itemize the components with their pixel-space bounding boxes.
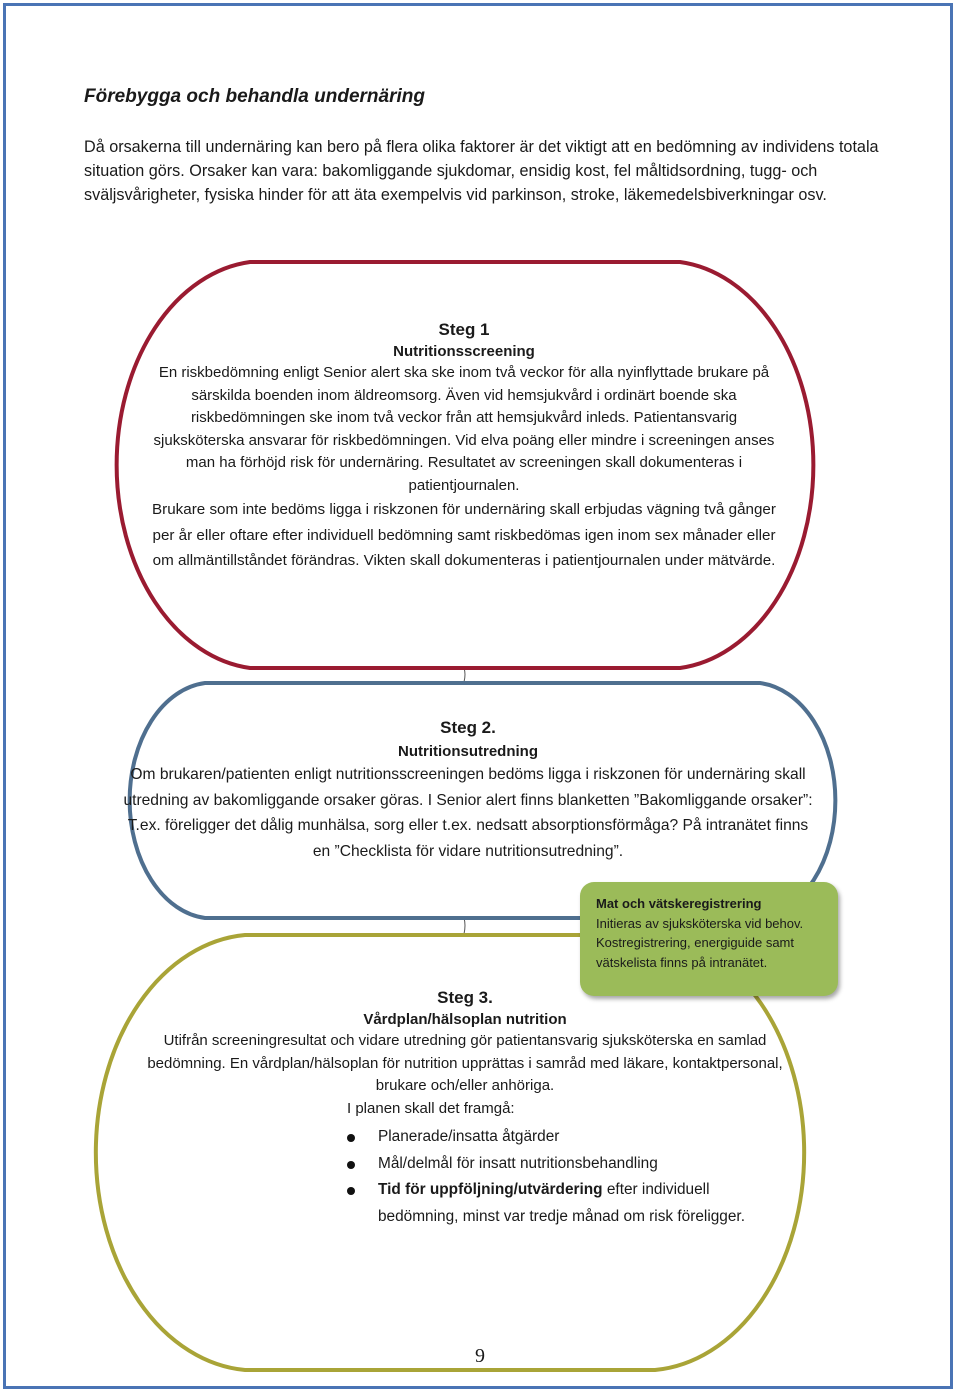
bullet-text: Planerade/insatta åtgärder: [378, 1128, 560, 1145]
callout-title: Mat och vätskeregistrering: [596, 896, 762, 911]
list-item: [140, 1177, 790, 1230]
food-fluid-callout: [580, 882, 838, 996]
bullet-icon: [347, 1187, 355, 1195]
step3-subtitle: Vårdplan/hälsoplan nutrition: [363, 1011, 567, 1028]
callout-text: Initieras av sjuksköterska vid behov. Kostregistrering, energiguide samt vätskelista finns på intranätet.: [596, 915, 804, 970]
step3-box: [140, 988, 790, 1230]
step1-text-2: Brukare som inte bedöms ligga i riskzonen för undernäring skall erbjudas vägning två gånger per år eller oftare efter individuell bedömning samt riskbedömas igen inom sex månader eller om allmäntillståndet förändras. Vikten skall dokumenteras i patientjournalen under mätvärde.: [152, 501, 776, 569]
intro-paragraph: Då orsakerna till undernäring kan bero på flera olika faktorer är det viktigt att en bedömning av individens totala situation görs. Orsaker kan vara: bakomliggande sjukdomar, ensidig kost, fel måltidsordning, tugg- och sväljsvårigheter, fysiska hinder för att äta exempelvis vid parkinson, stroke, läkemedelsbiverkningar osv.: [84, 138, 879, 204]
bullet-text: efter individuell bedömning, minst var tredje månad om risk föreligger.: [378, 1181, 745, 1225]
step1-subtitle: Nutritionsscreening: [393, 343, 535, 360]
step2-subtitle: Nutritionsutredning: [398, 743, 538, 760]
step2-box: [118, 718, 818, 864]
bullet-icon: [347, 1134, 355, 1142]
step3-title: Steg 3.: [437, 988, 493, 1007]
step3-bullet-list: [140, 1124, 790, 1230]
bullet-icon: [347, 1161, 355, 1169]
connector-step2-step3: [464, 918, 465, 934]
step2-title: Steg 2.: [440, 718, 496, 737]
bullet-text: Mål/delmål för insatt nutritionsbehandling: [378, 1154, 658, 1172]
page-heading: Förebygga och behandla undernäring: [84, 86, 425, 107]
bullet-bold-text: Tid för uppföljning/utvärdering: [378, 1181, 603, 1198]
step3-text: Utifrån screeningresultat och vidare utredning gör patientansvarig sjuksköterska en samlad bedömning. En vårdplan/hälsoplan för nutrition upprättas i samråd med läkare, kontaktpersonal, brukare och/eller anhöriga.: [147, 1032, 783, 1094]
step1-text: En riskbedömning enligt Senior alert ska ske inom två veckor för alla nyinflyttade brukare på särskilda boenden inom äldreomsorg. Även vid hemsjukvård i ordinärt boende ska riskbedömningen ske inom två veckor från att hemsjukvård inleds. Patientansvarig sjuksköterska ansvarar för riskbedömningen. Vid elva poäng eller mindre i screeningen anses man ha förhöjd risk för undernäring. Resultatet av screeningen skall dokumenteras i patientjournalen.: [153, 364, 775, 494]
step1-box: [150, 320, 778, 574]
page-number: 9: [475, 1345, 485, 1367]
step2-text: Om brukaren/patienten enligt nutritionsscreeningen bedöms ligga i riskzonen för undernäring skall utredning av bakomliggande orsaker göras. I Senior alert finns blanketten ”Bakomliggande orsaker”: T.ex. föreligger det dålig munhälsa, sorg eller t.ex. nedsatt absorptionsförmåga? På intranätet finns en ”Checklista för vidare nutritionsutredning”.: [123, 766, 813, 860]
list-item: [140, 1151, 790, 1178]
step3-list-intro: I planen skall det framgå:: [347, 1099, 515, 1117]
list-item: [140, 1124, 790, 1151]
step1-title: Steg 1: [438, 320, 490, 339]
connector-step1-step2: [464, 668, 465, 682]
